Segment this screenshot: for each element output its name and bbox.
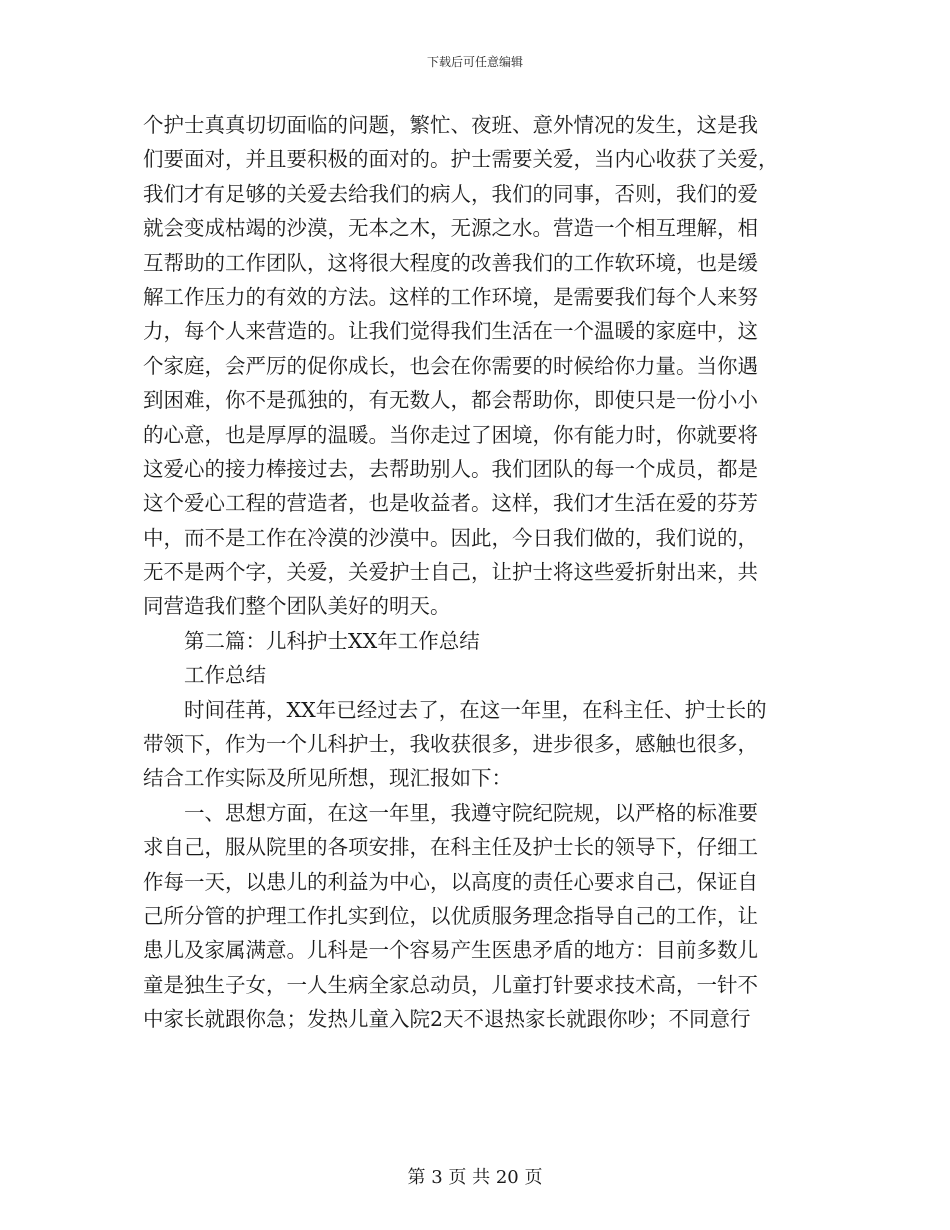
text-line: 中，而不是工作在冷漠的沙漠中。因此，今日我们做的，我们说的， (143, 525, 758, 550)
text-line: 作每一天，以患儿的利益为中心，以高度的责任心要求自己，保证自 (143, 869, 758, 894)
page-number: 第 3 页 共 20 页 (407, 1167, 543, 1188)
text-line: 们要面对，并且要积极的面对的。护士需要关爱，当内心收获了关爱， (143, 147, 779, 172)
text-line: 到困难，你不是孤独的，有无数人，都会帮助你，即使只是一份小小 (143, 388, 758, 413)
text-line: 解工作压力的有效的方法。这样的工作环境，是需要我们每个人来努 (143, 284, 758, 309)
text-line: 带领下，作为一个儿科护士，我收获很多，进步很多，感触也很多， (143, 732, 758, 757)
text-line: 同营造我们整个团队美好的明天。 (143, 594, 451, 619)
text-line: 我们才有足够的关爱去给我们的病人，我们的同事，否则，我们的爱 (143, 181, 758, 206)
text-line: 个家庭，会严厉的促你成长，也会在你需要的时候给你力量。当你遇 (143, 353, 758, 378)
page-header: 下载后可任意编辑 (426, 55, 523, 69)
text-line: 求自己，服从院里的各项安排，在科主任及护士长的领导下，仔细工 (143, 835, 758, 860)
text-line: 患儿及家属满意。儿科是一个容易产生医患矛盾的地方：目前多数儿 (143, 938, 758, 963)
text-line: 童是独生子女，一人生病全家总动员，儿童打针要求技术高，一针不 (143, 972, 758, 997)
text-line: 就会变成枯竭的沙漠，无本之木，无源之水。营造一个相互理解，相 (143, 216, 758, 241)
subheading: 工作总结 (184, 663, 266, 688)
text-line: 的心意，也是厚厚的温暖。当你走过了困境，你有能力时，你就要将 (143, 422, 758, 447)
section-heading: 第二篇：儿科护士XX年工作总结 (184, 628, 480, 653)
text-line: 己所分管的护理工作扎实到位，以优质服务理念指导自己的工作，让 (143, 903, 758, 928)
text-line: 无不是两个字，关爱，关爱护士自己，让护士将这些爱折射出来，共 (143, 560, 758, 585)
text-line: 时间荏苒，XX年已经过去了，在这一年里，在科主任、护士长的 (184, 697, 767, 722)
text-line: 这爱心的接力棒接过去，去帮助别人。我们团队的每一个成员，都是 (143, 456, 758, 481)
text-line: 一、思想方面，在这一年里，我遵守院纪院规，以严格的标准要 (184, 800, 758, 825)
text-line: 个护士真真切切面临的问题，繁忙、夜班、意外情况的发生，这是我 (143, 113, 758, 137)
text-line: 力，每个人来营造的。让我们觉得我们生活在一个温暖的家庭中，这 (143, 319, 758, 344)
text-line: 中家长就跟你急；发热儿童入院2天不退热家长就跟你吵；不同意行 (143, 1007, 751, 1032)
text-line: 这个爱心工程的营造者，也是收益者。这样，我们才生活在爱的芬芳 (143, 491, 758, 516)
text-line: 结合工作实际及所见所想，现汇报如下： (143, 766, 512, 791)
document-body (143, 108, 813, 1037)
text-line: 互帮助的工作团队，这将很大程度的改善我们的工作软环境，也是缓 (143, 250, 758, 275)
